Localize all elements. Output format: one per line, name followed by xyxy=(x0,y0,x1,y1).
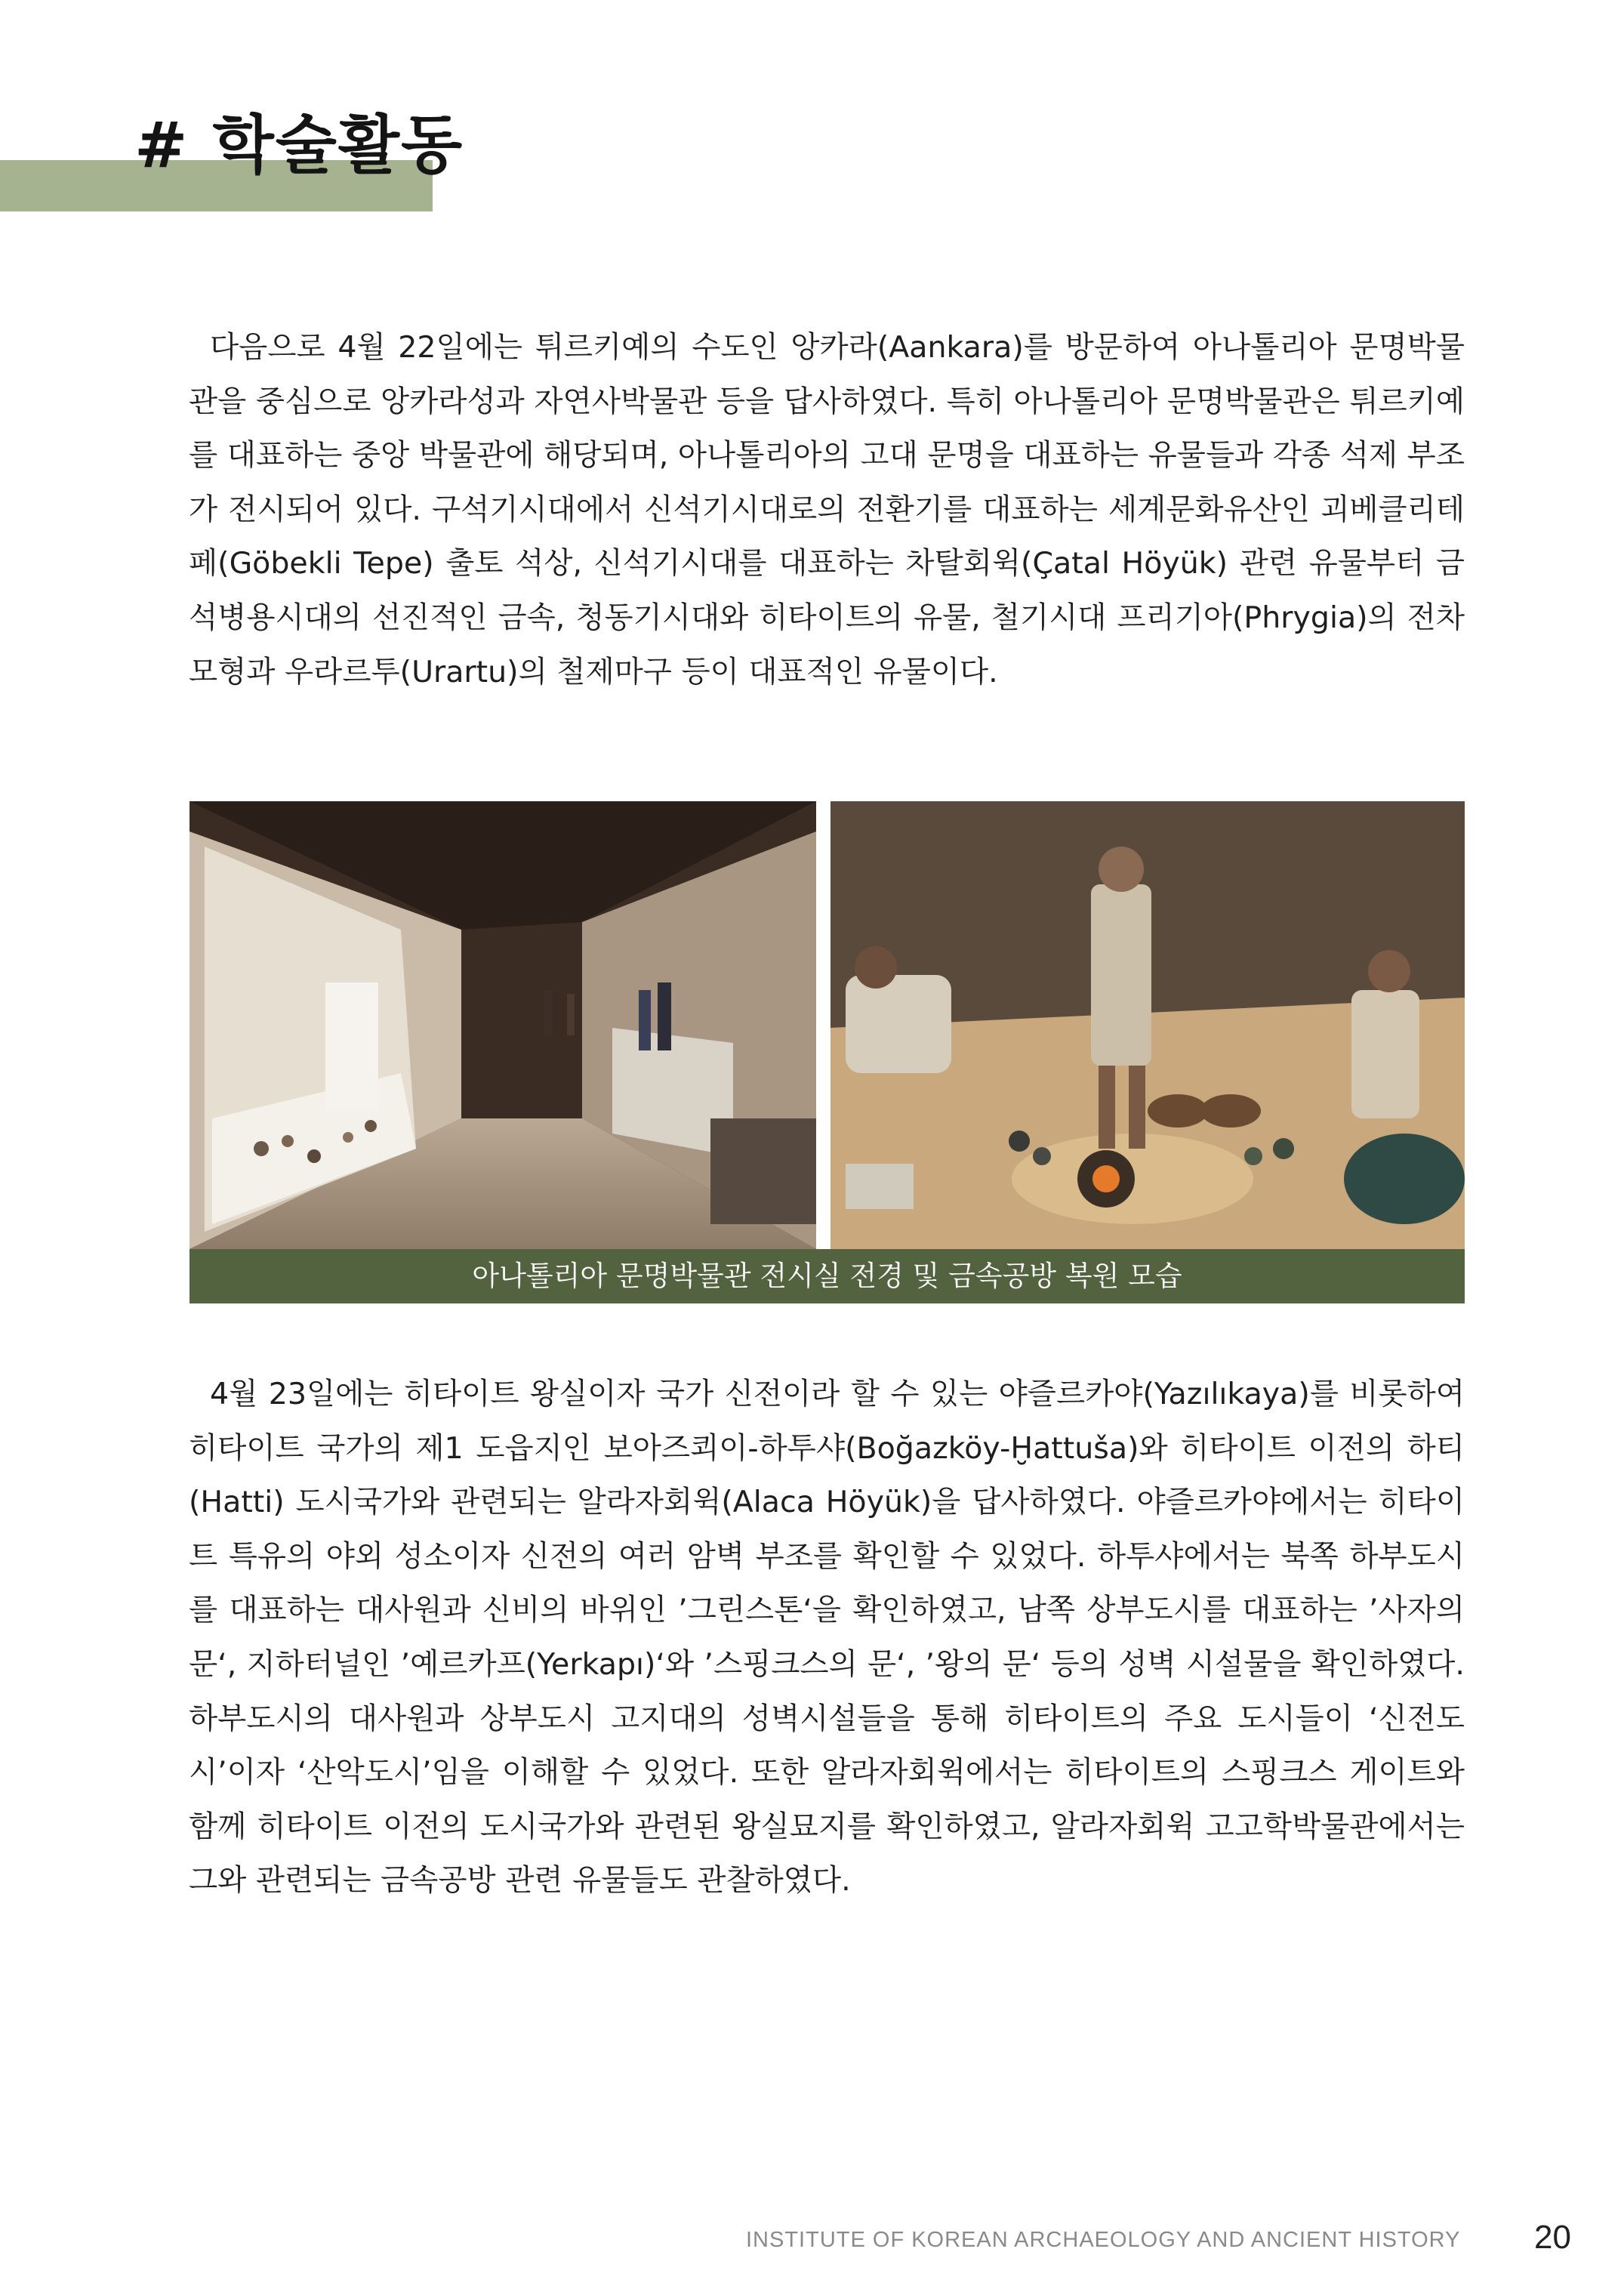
body-paragraph-2 xyxy=(189,1368,1465,1908)
metal-workshop-diorama-photo xyxy=(830,801,1465,1249)
museum-gallery-photo xyxy=(190,801,816,1249)
section-title: # 학술활동 xyxy=(134,108,464,182)
figure-caption: 아나톨리아 문명박물관 전시실 전경 및 금속공방 복원 모습 xyxy=(190,1249,1465,1303)
footer-organization: INSTITUTE OF KOREAN ARCHAEOLOGY AND ANCIENT HISTORY xyxy=(746,2228,1461,2252)
body-paragraph-1 xyxy=(189,321,1465,699)
paragraph-2-text: 4월 23일에는 히타이트 왕실이자 국가 신전이라 할 수 있는 야즐르카야(Yazılıkaya)를 비롯하여 히타이트 국가의 제1 도읍지인 보아즈쾨이-하투샤(Boğazköy-Ḫattuša)와 히타이트 이전의 하티(Hatti) 도시국가와 관련되는 알라자회윅(Alaca Höyük)을 답사하였다. 야즐르카야에서는 히타이트 특유의 야외 성소이자 신전의 여러 암벽 부조를 확인할 수 있었다. 하투샤에서는 북쪽 하부도시를 대표하는 대사원과 신비의 바위인 ’그린스톤‘을 확인하였고, 남쪽 상부도시를 대표하는 ’사자의 문‘, 지하터널인 ’예르카프(Yerkapı)‘와 ’스핑크스의 문‘, ’왕의 문‘ 등의 성벽 시설물을 확인하였다. 하부도시의 대사원과 상부도시 고지대의 성벽시설들을 통해 히타이트의 주요 도시들이 ‘신전도시’이자 ‘산악도시’임을 이해할 수 있었다. 또한 알라자회윅에서는 히타이트의 스핑크스 게이트와 함께 히타이트 이전의 도시국가와 관련된 왕실묘지를 확인하였고, 알라자회윅 고고학박물관에서는 그와 관련되는 금속공방 관련 유물들도 관찰하였다. xyxy=(189,1377,1465,1899)
page-number: 20 xyxy=(1534,2219,1571,2256)
paragraph-1-text: 다음으로 4월 22일에는 튀르키예의 수도인 앙카라(Aankara)를 방문하여 아나톨리아 문명박물관을 중심으로 앙카라성과 자연사박물관 등을 답사하였다. 특히 아나톨리아 문명박물관은 튀르키예를 대표하는 중앙 박물관에 해당되며, 아나톨리아의 고대 문명을 대표하는 유물들과 각종 석제 부조가 전시되어 있다. 구석기시대에서 신석기시대로의 전환기를 대표하는 세계문화유산인 괴베클리테페(Göbekli Tepe) 출토 석상, 신석기시대를 대표하는 차탈회윅(Çatal Höyük) 관련 유물부터 금석병용시대의 선진적인 금속, 청동기시대와 히타이트의 유물, 철기시대 프리기아(Phrygia)의 전차모형과 우라르투(Urartu)의 철제마구 등이 대표적인 유물이다. xyxy=(189,330,1465,689)
figure xyxy=(190,801,1465,1303)
